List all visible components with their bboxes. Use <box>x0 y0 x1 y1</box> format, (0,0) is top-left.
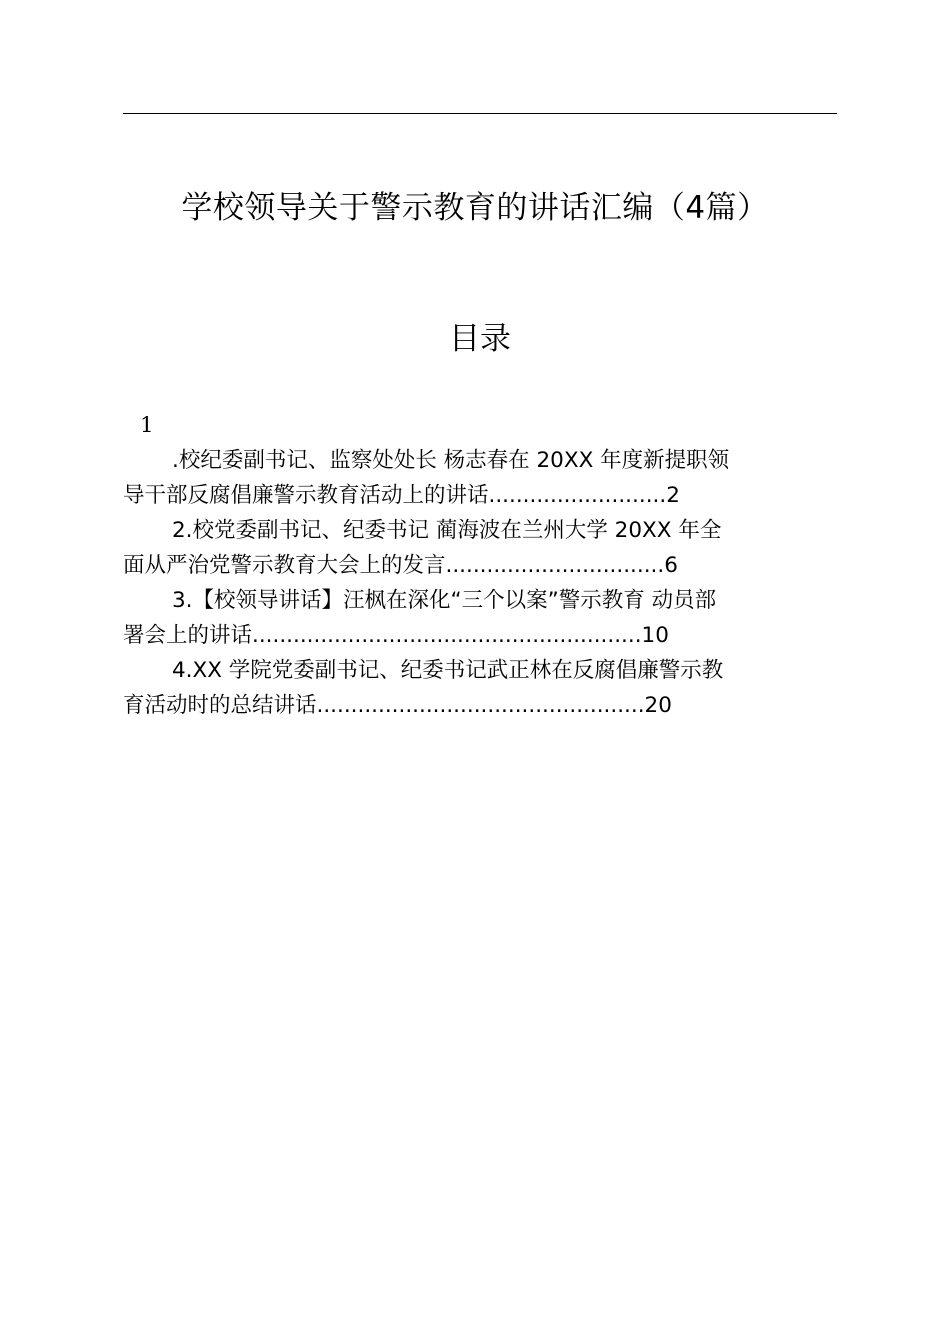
toc-entry-2-line-1[interactable]: 2.校党委副书记、纪委书记 蔺海波在兰州大学 20XX 年全 <box>172 518 722 543</box>
toc-entry-4-line-2[interactable]: 育活动时的总结讲话................................................20 <box>123 693 672 718</box>
document-title: 学校领导关于警示教育的讲话汇编（4篇） <box>181 190 769 226</box>
toc-entry-1-line-2[interactable]: 导干部反腐倡廉警示教育活动上的讲话..........................2 <box>123 483 680 508</box>
toc-entry-2-line-2[interactable]: 面从严治党警示教育大会上的发言................................6 <box>123 553 678 578</box>
toc-heading: 目录 <box>449 321 511 357</box>
header-rule <box>123 113 837 114</box>
toc-entry-3-line-2[interactable]: 署会上的讲话.........................................................10 <box>123 623 669 648</box>
table-of-contents <box>123 408 839 723</box>
toc-entry-1-number: 1 <box>140 413 154 438</box>
toc-entry-1-line-1[interactable]: .校纪委副书记、监察处处长 杨志春在 20XX 年度新提职领 <box>172 448 730 473</box>
toc-entry-3-line-1[interactable]: 3.【校领导讲话】汪枫在深化“三个以案”警示教育 动员部 <box>172 588 717 613</box>
toc-entry-4-line-1[interactable]: 4.XX 学院党委副书记、纪委书记武正林在反腐倡廉警示教 <box>172 658 724 683</box>
